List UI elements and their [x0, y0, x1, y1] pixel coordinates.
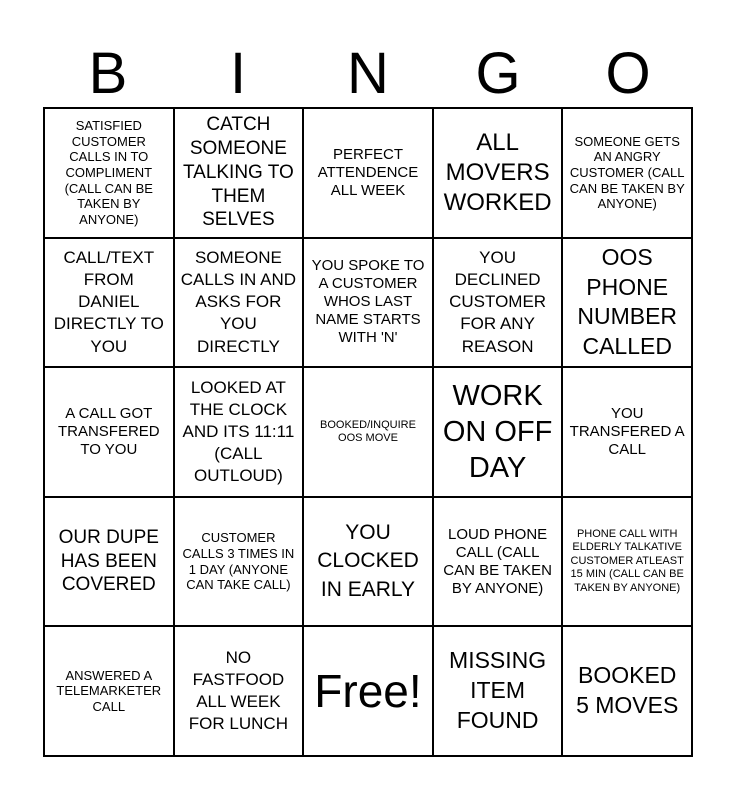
header-letter-b: B [88, 41, 128, 106]
bingo-cell[interactable]: SOMEONE CALLS IN AND ASKS FOR YOU DIRECTLY [175, 239, 305, 369]
bingo-cell[interactable]: BOOKED/INQUIRE OOS MOVE [304, 368, 434, 498]
bingo-cell[interactable]: NO FASTFOOD ALL WEEK FOR LUNCH [175, 627, 305, 757]
bingo-cell[interactable]: YOU DECLINED CUSTOMER FOR ANY REASON [434, 239, 564, 369]
bingo-cell[interactable]: OUR DUPE HAS BEEN COVERED [45, 498, 175, 628]
bingo-cell[interactable]: MISSING ITEM FOUND [434, 627, 564, 757]
bingo-header [43, 40, 693, 108]
bingo-grid [43, 107, 693, 757]
bingo-cell[interactable]: ANSWERED A TELEMARKETER CALL [45, 627, 175, 757]
bingo-cell[interactable]: BOOKED 5 MOVES [563, 627, 693, 757]
bingo-cell[interactable]: LOUD PHONE CALL (CALL CAN BE TAKEN BY ANYONE) [434, 498, 564, 628]
free-space-cell[interactable]: Free! [304, 627, 434, 757]
header-letter-n: N [347, 41, 389, 106]
bingo-cell[interactable]: YOU TRANSFERED A CALL [563, 368, 693, 498]
bingo-cell[interactable]: CALL/TEXT FROM DANIEL DIRECTLY TO YOU [45, 239, 175, 369]
bingo-cell[interactable]: LOOKED AT THE CLOCK AND ITS 11:11 (CALL OUTLOUD) [175, 368, 305, 498]
bingo-cell[interactable]: SOMEONE GETS AN ANGRY CUSTOMER (CALL CAN BE TAKEN BY ANYONE) [563, 109, 693, 239]
bingo-cell[interactable]: YOU SPOKE TO A CUSTOMER WHOS LAST NAME STARTS WITH 'N' [304, 239, 434, 369]
bingo-cell[interactable]: WORK ON OFF DAY [434, 368, 564, 498]
bingo-cell[interactable]: OOS PHONE NUMBER CALLED [563, 239, 693, 369]
bingo-cell[interactable]: PERFECT ATTENDENCE ALL WEEK [304, 109, 434, 239]
bingo-cell[interactable]: A CALL GOT TRANSFERED TO YOU [45, 368, 175, 498]
header-letter-o: O [605, 41, 651, 106]
header-letter-i: I [229, 41, 247, 106]
header-letter-g: G [475, 41, 521, 106]
bingo-cell[interactable]: PHONE CALL WITH ELDERLY TALKATIVE CUSTOMER ATLEAST 15 MIN (CALL CAN BE TAKEN BY ANYONE) [563, 498, 693, 628]
bingo-cell[interactable]: CUSTOMER CALLS 3 TIMES IN 1 DAY (ANYONE CAN TAKE CALL) [175, 498, 305, 628]
bingo-cell[interactable]: YOU CLOCKED IN EARLY [304, 498, 434, 628]
bingo-cell[interactable]: ALL MOVERS WORKED [434, 109, 564, 239]
bingo-cell[interactable]: SATISFIED CUSTOMER CALLS IN TO COMPLIMENT (CALL CAN BE TAKEN BY ANYONE) [45, 109, 175, 239]
bingo-cell[interactable]: CATCH SOMEONE TALKING TO THEM SELVES [175, 109, 305, 239]
